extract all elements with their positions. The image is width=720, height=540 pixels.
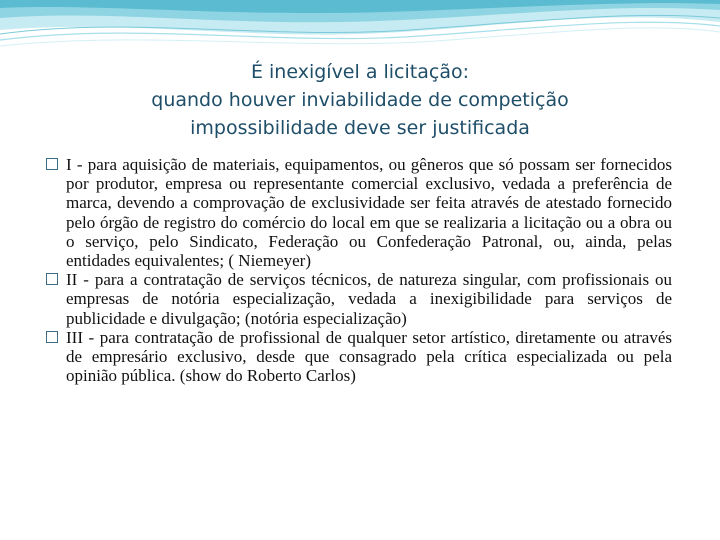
list-item (46, 155, 672, 270)
list-item-text: III - para contratação de profissional de qualquer setor artístico, diretamente ou através de empresário exclusivo, desde que consagrado pela crítica especializada ou pela opinião pública. (show do Roberto Carlos) (66, 327, 672, 386)
list-item (46, 328, 672, 386)
slide-title (0, 58, 720, 142)
title-line-3: impossibilidade deve ser justificada (190, 117, 530, 139)
wave-decoration (0, 0, 720, 60)
bullet-list (46, 155, 672, 385)
square-bullet-icon (46, 273, 58, 285)
title-line-2: quando houver inviabilidade de competição (151, 89, 569, 111)
square-bullet-icon (46, 158, 58, 170)
title-line-1: É inexigível a licitação: (250, 61, 469, 83)
list-item-text: II - para a contratação de serviços técnicos, de natureza singular, com profissionais ou empresas de notória especialização, vedada a inexigibilidade para serviços de publicidade e divulgação; (notória especialização) (66, 270, 672, 328)
square-bullet-icon (46, 331, 58, 343)
list-item (46, 270, 672, 328)
list-item-text: I - para aquisição de materiais, equipamentos, ou gêneros que só possam ser fornecidos por produtor, empresa ou representante comercial exclusivo, vedada a preferência de marca, devendo a comprovação de exclusividade ser feita através de atestado fornecido pelo órgão de registro do comércio do local em que se realizaria a licitação ou a obra ou o serviço, pelo Sindicato, Federação ou Confederação Patronal, ou, ainda, pelas entidades equivalentes; ( Niemeyer) (66, 155, 672, 271)
